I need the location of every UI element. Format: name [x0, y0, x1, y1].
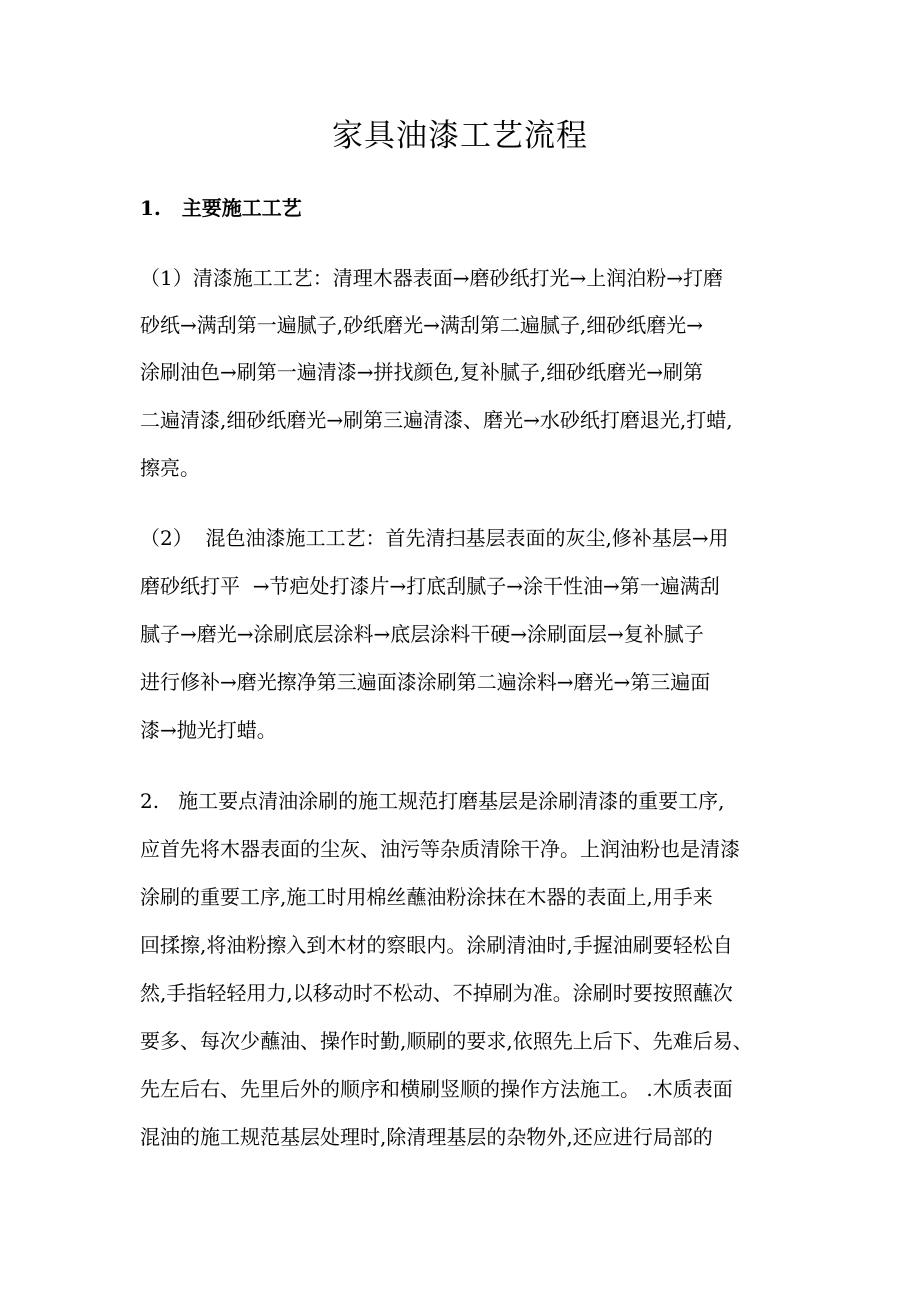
paragraph-line: 磨砂纸打平 →节疤处打漆片→打底刮腻子→涂干性油→第一遍满刮: [140, 574, 720, 598]
paragraph-line: 二遍清漆,细砂纸磨光→刷第三遍清漆、磨光→水砂纸打磨退光,打蜡,: [140, 408, 733, 432]
paragraph-line: 涂刷油色→刷第一遍清漆→拼找颜色,复补腻子,细砂纸磨光→刷第: [140, 360, 703, 384]
paragraph-line: 腻子→磨光→涂刷底层涂料→底层涂料干硬→涂刷面层→复补腻子: [140, 622, 704, 646]
paragraph-line: 砂纸→满刮第一遍腻子,砂纸磨光→满刮第二遍腻子,细砂纸磨光→: [140, 313, 703, 337]
paragraph-line: 2. 施工要点清油涂刷的施工规范打磨基层是涂刷清漆的重要工序,: [140, 789, 725, 813]
paragraph-line: 要多、每次少蘸油、操作时勤,顺刷的要求,依照先上后下、先难后易、: [140, 1029, 753, 1053]
paragraph-line: 漆→抛光打蜡。: [140, 718, 277, 742]
paragraph-line: 先左后右、先里后外的顺序和横刷竖顺的操作方法施工。 .木质表面: [140, 1077, 733, 1101]
section-heading-main-process: 1. 主要施工工艺: [140, 196, 302, 220]
paragraph-line: 应首先将木器表面的尘灰、油污等杂质清除干净。上润油粉也是清漆: [140, 837, 740, 861]
paragraph-line: 进行修补→磨光擦净第三遍面漆涂刷第二遍涂料→磨光→第三遍面: [140, 670, 711, 694]
paragraph-line: 擦亮。: [140, 456, 200, 480]
paragraph-line: 涂刷的重要工序,施工时用棉丝蘸油粉涂抹在木器的表面上,用手来: [140, 885, 713, 909]
paragraph-line: 回揉擦,将油粉擦入到木材的察眼内。涂刷清油时,手握油刷要轻松自: [140, 933, 733, 957]
paragraph-line: （2） 混色油漆施工工艺：首先清扫基层表面的灰尘,修补基层→用: [140, 526, 729, 550]
paragraph-line: 混油的施工规范基层处理时,除清理基层的杂物外,还应进行局部的: [140, 1125, 713, 1149]
document-title: 家具油漆工艺流程: [332, 118, 588, 154]
paragraph-line: （1）清漆施工工艺：清理木器表面→磨砂纸打光→上润泊粉→打磨: [140, 266, 723, 290]
paragraph-line: 然,手指轻轻用力,以移动时不松动、不掉刷为准。涂刷时要按照蘸次: [140, 981, 733, 1005]
